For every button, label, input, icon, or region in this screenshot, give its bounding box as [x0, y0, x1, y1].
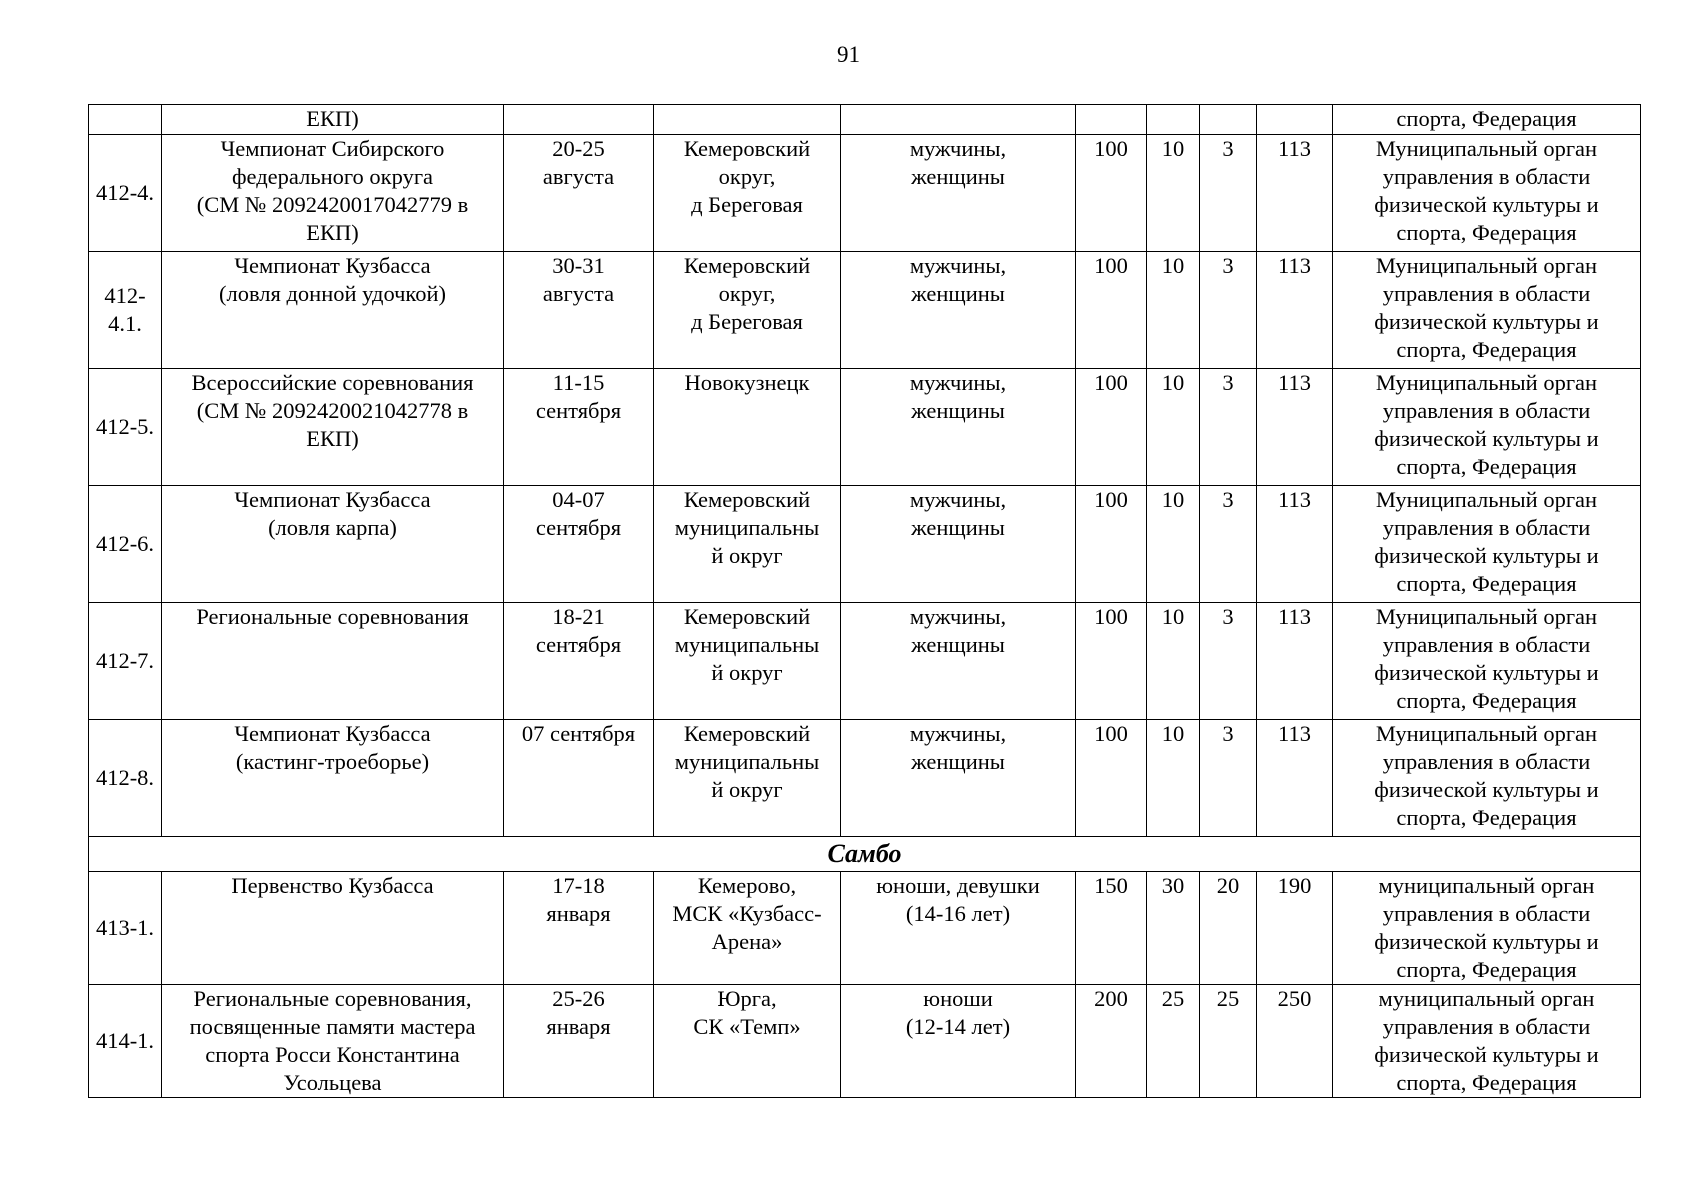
- event-name: Чемпионат Кузбасса (ловля карпа): [162, 486, 504, 603]
- event-dates: 18-21 сентября: [504, 603, 654, 720]
- participants: [841, 105, 1076, 135]
- count-2: 10: [1147, 486, 1200, 603]
- table-row: [89, 135, 1641, 252]
- count-1: 100: [1076, 486, 1147, 603]
- event-name: Региональные соревнования, посвященные памяти мастера спорта Росси Константина Усольцева: [162, 985, 504, 1098]
- event-dates: 25-26 января: [504, 985, 654, 1098]
- row-number: 412-8.: [89, 720, 162, 837]
- event-dates: 17-18 января: [504, 872, 654, 985]
- event-place: Кемеровский округ, д Береговая: [654, 135, 841, 252]
- count-1: 100: [1076, 720, 1147, 837]
- event-dates: [504, 105, 654, 135]
- organizer: Муниципальный орган управления в области физической культуры и спорта, Федерация: [1333, 369, 1641, 486]
- event-dates: 04-07 сентября: [504, 486, 654, 603]
- event-place: Кемеровский округ, д Береговая: [654, 252, 841, 369]
- table-row: [89, 872, 1641, 985]
- participants: мужчины, женщины: [841, 486, 1076, 603]
- count-2: [1147, 105, 1200, 135]
- event-name: Всероссийские соревнования (СМ № 2092420021042778 в ЕКП): [162, 369, 504, 486]
- count-1: 100: [1076, 252, 1147, 369]
- count-total: 113: [1257, 135, 1333, 252]
- count-1: 200: [1076, 985, 1147, 1098]
- event-dates: 30-31 августа: [504, 252, 654, 369]
- count-2: 10: [1147, 369, 1200, 486]
- table-row: [89, 486, 1641, 603]
- count-3: 3: [1200, 603, 1257, 720]
- participants: мужчины, женщины: [841, 252, 1076, 369]
- count-total: 190: [1257, 872, 1333, 985]
- event-place: Кемеровский муниципальны й округ: [654, 603, 841, 720]
- event-name: ЕКП): [162, 105, 504, 135]
- count-total: 250: [1257, 985, 1333, 1098]
- page-number: 91: [837, 42, 860, 67]
- count-1: [1076, 105, 1147, 135]
- count-3: 3: [1200, 369, 1257, 486]
- count-3: 20: [1200, 872, 1257, 985]
- participants: мужчины, женщины: [841, 135, 1076, 252]
- participants: юноши (12-14 лет): [841, 985, 1076, 1098]
- row-number: [89, 105, 162, 135]
- events-table: [88, 104, 1641, 1098]
- count-2: 10: [1147, 135, 1200, 252]
- organizer: муниципальный орган управления в области физической культуры и спорта, Федерация: [1333, 872, 1641, 985]
- count-2: 10: [1147, 720, 1200, 837]
- count-total: 113: [1257, 486, 1333, 603]
- participants: мужчины, женщины: [841, 720, 1076, 837]
- event-place: Кемерово, МСК «Кузбасс- Арена»: [654, 872, 841, 985]
- count-total: 113: [1257, 603, 1333, 720]
- organizer: Муниципальный орган управления в области физической культуры и спорта, Федерация: [1333, 486, 1641, 603]
- table-row: [89, 603, 1641, 720]
- event-place: [654, 105, 841, 135]
- count-3: 3: [1200, 486, 1257, 603]
- count-1: 100: [1076, 369, 1147, 486]
- event-place: Юрга, СК «Темп»: [654, 985, 841, 1098]
- count-2: 30: [1147, 872, 1200, 985]
- event-name: Первенство Кузбасса: [162, 872, 504, 985]
- count-3: 25: [1200, 985, 1257, 1098]
- row-number: 412-7.: [89, 603, 162, 720]
- count-total: 113: [1257, 720, 1333, 837]
- organizer: Муниципальный орган управления в области физической культуры и спорта, Федерация: [1333, 720, 1641, 837]
- row-number: 414-1.: [89, 985, 162, 1098]
- row-number: 412-4.: [89, 135, 162, 252]
- row-number: 412-5.: [89, 369, 162, 486]
- count-1: 100: [1076, 603, 1147, 720]
- section-row: [89, 837, 1641, 872]
- table-row: [89, 105, 1641, 135]
- organizer: спорта, Федерация: [1333, 105, 1641, 135]
- organizer: Муниципальный орган управления в области физической культуры и спорта, Федерация: [1333, 135, 1641, 252]
- event-dates: 07 сентября: [504, 720, 654, 837]
- section-title: Самбо: [89, 837, 1641, 872]
- count-3: 3: [1200, 135, 1257, 252]
- event-name: Чемпионат Кузбасса (ловля донной удочкой): [162, 252, 504, 369]
- organizer: муниципальный орган управления в области физической культуры и спорта, Федерация: [1333, 985, 1641, 1098]
- participants: юноши, девушки (14-16 лет): [841, 872, 1076, 985]
- organizer: Муниципальный орган управления в области физической культуры и спорта, Федерация: [1333, 603, 1641, 720]
- count-1: 100: [1076, 135, 1147, 252]
- event-name: Региональные соревнования: [162, 603, 504, 720]
- count-1: 150: [1076, 872, 1147, 985]
- organizer: Муниципальный орган управления в области физической культуры и спорта, Федерация: [1333, 252, 1641, 369]
- row-number: 412-6.: [89, 486, 162, 603]
- count-total: 113: [1257, 369, 1333, 486]
- count-total: 113: [1257, 252, 1333, 369]
- participants: мужчины, женщины: [841, 369, 1076, 486]
- row-number: 412- 4.1.: [89, 252, 162, 369]
- table-row: [89, 720, 1641, 837]
- count-3: 3: [1200, 720, 1257, 837]
- table-row: [89, 985, 1641, 1098]
- count-3: [1200, 105, 1257, 135]
- event-dates: 20-25 августа: [504, 135, 654, 252]
- event-place: Новокузнецк: [654, 369, 841, 486]
- event-name: Чемпионат Кузбасса (кастинг-троеборье): [162, 720, 504, 837]
- event-dates: 11-15 сентября: [504, 369, 654, 486]
- participants: мужчины, женщины: [841, 603, 1076, 720]
- event-place: Кемеровский муниципальны й округ: [654, 486, 841, 603]
- count-2: 10: [1147, 252, 1200, 369]
- count-3: 3: [1200, 252, 1257, 369]
- count-2: 10: [1147, 603, 1200, 720]
- count-2: 25: [1147, 985, 1200, 1098]
- count-total: [1257, 105, 1333, 135]
- event-name: Чемпионат Сибирского федерального округа (СМ № 2092420017042779 в ЕКП): [162, 135, 504, 252]
- event-place: Кемеровский муниципальны й округ: [654, 720, 841, 837]
- table-row: [89, 369, 1641, 486]
- table-row: [89, 252, 1641, 369]
- row-number: 413-1.: [89, 872, 162, 985]
